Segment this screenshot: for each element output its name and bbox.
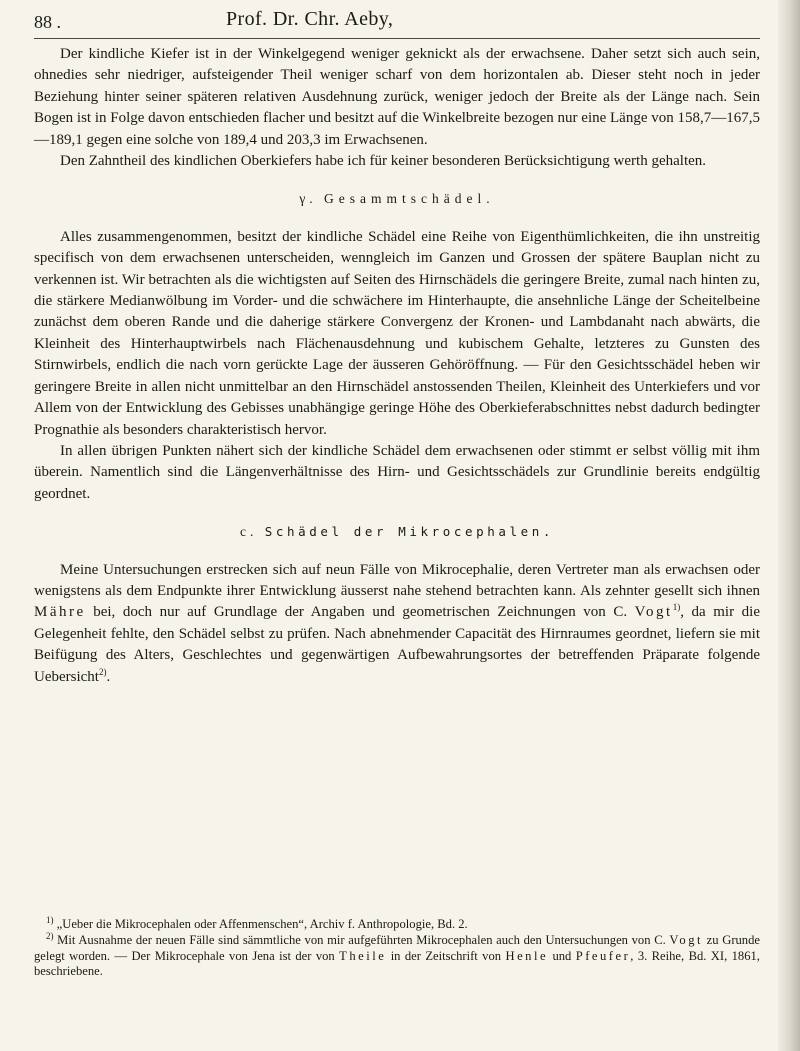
text-run: , da mir die Gelegenheit fehlte, den Schädel selbst zu prüfen. Nach abnehmender Capacität des Hirnraumes geordnet, liefern sie mit Beifügung des Alters, Geschlechtes und gegenwärtigen Aufbewahrungsortes der betreffenden Präparate folgende Uebersicht	[34, 604, 760, 685]
section-heading-c-prefix: c.	[239, 524, 258, 540]
text-run: Meine Untersuchungen erstrecken sich auf neun Fälle von Mikrocephalie, deren Vertreter man als erwachsen oder wenigstens als dem Endpunkte ihrer Entwicklung äusserst nahe stehend betrachten kann. Als zehnter gesellt sich ihnen	[34, 561, 760, 599]
footnote-2	[34, 930, 760, 980]
footnote-ref-1[interactable]: 1)	[672, 602, 681, 613]
running-head: Prof. Dr. Chr. Aeby,	[226, 8, 394, 30]
section-heading-mikrocephalen	[34, 521, 760, 542]
section-heading-prefix: γ.	[299, 191, 317, 207]
text-run: , 3. Reihe, Bd. XI, 1861, beschriebene.	[34, 948, 760, 979]
text-run: bei, doch nur auf Grundlage der Angaben und geometrischen Zeichnungen von C.	[93, 604, 628, 621]
name-vogt-footnote: Vogt	[669, 932, 703, 947]
footnote-mark-2: 2)	[46, 930, 54, 941]
page-header	[34, 8, 760, 39]
page-number: 88 .	[34, 12, 61, 32]
text-run: zu Grunde gelegt worden. — Der Mikrocephale von Jena ist der von	[34, 932, 760, 963]
text-run: in der Zeitschrift von	[390, 948, 502, 963]
text-run: .	[106, 668, 111, 685]
section-heading-c-title: Schädel der Mikrocephalen.	[264, 524, 555, 540]
footnote-1-text: „Ueber die Mikrocephalen oder Affenmenschen“, Archiv f. Anthropologie, Bd. 2.	[56, 917, 468, 931]
footnotes	[34, 914, 760, 980]
name-henle: Henle	[505, 948, 549, 963]
paragraph-conclusion: In allen übrigen Punkten nähert sich der kindliche Schädel dem erwachsenen oder stimmt er selbst völlig mit ihm überein. Namentlich sind die Längenverhältnisse des Hirn- und Gesichtsschädels zur Grundlinie bereits endgültig geordnet.	[34, 442, 760, 502]
paragraph-tooth-part: Den Zahntheil des kindlichen Oberkiefers habe ich für keiner besonderen Berücksichtigung werth gehalten.	[60, 153, 707, 170]
page-edge-shadow	[778, 0, 800, 1051]
name-vogt: Vogt	[634, 604, 673, 621]
section-heading-gesammtschaedel	[34, 188, 760, 209]
text-run: und	[552, 948, 572, 963]
section-heading-title: Gesammtschädel.	[324, 191, 495, 207]
paragraph-summary: Alles zusammengenommen, besitzt der kindliche Schädel eine Reihe von Eigenthümlichkeiten, die ihn unstreitig specifisch von dem erwachsenen unterscheiden, wenngleich im Ganzen und Grossen der spätere Bauplan nicht zu verkennen ist. Wir betrachten als die wichtigsten auf Seiten des Hirnschädels die geringere Breite, zumal nach hinten zu, die stärkere Medianwölbung im Vorder- und die schwächere im Hinterhaupte, die ansehnliche Länge der Scheitelbeine zunächst dem oberen Rande und die daherige stärkere Convergenz der Kronen- und Lambdanaht nach abwärts, die Kleinheit des Hinterhauptwirbels nach Flächenausdehnung und kubischem Gehalte, letzteres zu Gunsten des Stirnwirbels, endlich die nach vorn gerückte Lage der äusseren Gehöröffnung. — Für den Gesichtsschädel heben wir geringere Breite in allen nicht unmittelbar an den Hirnschädel anstossenden Theilen, Kleinheit des Unterkiefers und vor Allem von der Entwicklung des Gebisses unabhängige geringe Höhe des Oberkieferabschnittes nebst dadurch bedingter Prognathie als besonders charakteristisch hervor.	[34, 228, 760, 438]
paragraph-lower-jaw: Der kindliche Kiefer ist in der Winkelgegend weniger geknickt als der erwachsene. Daher setzt sich auch sein, ohnedies sehr niedriger, aufsteigender Theil weniger scharf von dem horizontalen ab. Dieser steht noch in jeder Beziehung hinter seiner späteren relativen Ausdehnung zurück, weniger jedoch der Breite als der Länge nach. Sein Bogen ist in Folge davon entschieden flacher und besitzt auf die Winkelbreite bezogen nur eine Länge von 158,7—167,5—189,1 gegen eine solche von 189,4 und 203,3 im Erwachsenen.	[34, 46, 760, 148]
name-theile: Theile	[339, 948, 387, 963]
name-maehre: Mähre	[34, 604, 86, 621]
footnote-1	[34, 914, 760, 933]
text-run: Mit Ausnahme der neuen Fälle sind sämmtliche von mir aufgeführten Mikrocephalen auch den Untersuchungen von C.	[57, 932, 666, 947]
paragraph-investigations	[34, 560, 760, 688]
page-body	[34, 44, 760, 688]
footnote-mark-1: 1)	[46, 914, 54, 925]
footnote-ref-2[interactable]: 2)	[98, 666, 107, 677]
name-pfeufer: Pfeufer	[575, 948, 631, 963]
